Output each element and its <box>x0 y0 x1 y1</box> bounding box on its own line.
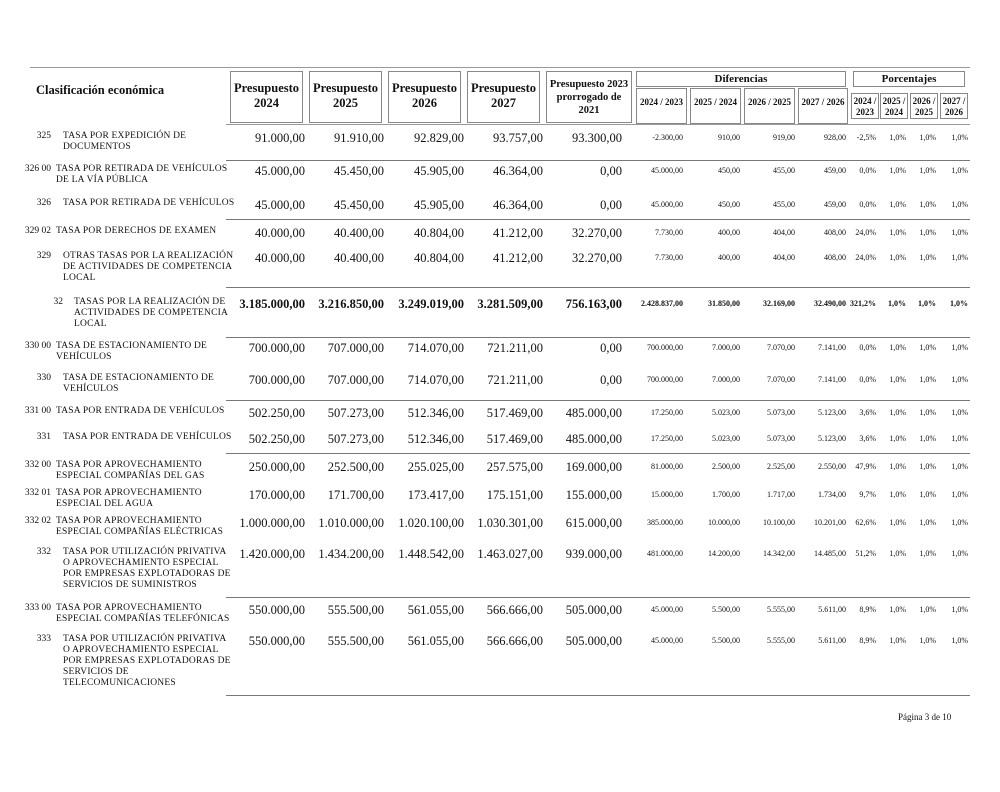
row-value: 550.000,00 <box>248 603 305 617</box>
pct-col-2025-2024: 2025 / 2024 <box>880 93 908 119</box>
row-separator <box>226 400 970 401</box>
row-percentage: 1,0% <box>919 253 936 262</box>
row-value: 507.273,00 <box>327 432 384 446</box>
row-percentage: 1,0% <box>889 636 906 645</box>
row-difference: 2.500,00 <box>712 462 740 471</box>
row-code: 329 <box>36 251 51 261</box>
row-percentage: 1,0% <box>889 518 906 527</box>
row-percentage: 1,0% <box>919 518 936 527</box>
row-percentage: 1,0% <box>951 605 968 614</box>
diff-col-2026-2025: 2026 / 2025 <box>744 88 795 124</box>
row-percentage: 1,0% <box>889 133 906 142</box>
row-value: 0,00 <box>600 164 622 178</box>
row-percentage: 1,0% <box>951 518 968 527</box>
row-percentage: 8,9% <box>859 636 876 645</box>
pct-col-2024-2023: 2024 / 2023 <box>851 93 879 119</box>
row-value: 46.364,00 <box>493 164 543 178</box>
row-code: 332 01 <box>24 488 51 498</box>
row-difference: 7.000,00 <box>712 343 740 352</box>
row-value: 173.417,00 <box>407 488 464 502</box>
row-label: TASA POR APROVECHAMIENTO ESPECIAL DEL AGUA <box>56 488 202 509</box>
row-difference: 700.000,00 <box>647 343 683 352</box>
row-code: 330 00 <box>24 341 51 351</box>
row-value: 93.757,00 <box>493 131 543 145</box>
row-value: 505.000,00 <box>565 634 622 648</box>
row-code: 32 <box>53 297 63 307</box>
row-difference: 32.490,00 <box>814 299 846 308</box>
row-difference: 5.500,00 <box>712 605 740 614</box>
row-percentage: 1,0% <box>919 605 936 614</box>
row-separator <box>226 597 970 598</box>
row-percentage: 3,6% <box>859 434 876 443</box>
row-value: 41.212,00 <box>493 226 543 240</box>
row-label: TASA POR UTILIZACIÓN PRIVATIVA O APROVECHAMIENTO ESPECIAL POR EMPRESAS EXPLOTADORAS DE SERVICIOS DE SUMINISTROS <box>63 547 231 590</box>
row-value: 517.469,00 <box>486 406 543 420</box>
row-value: 40.000,00 <box>255 226 305 240</box>
row-difference: 7.070,00 <box>767 375 795 384</box>
row-label: TASA POR APROVECHAMIENTO ESPECIAL COMPAÑÍAS TELEFÓNICAS <box>56 603 230 624</box>
row-difference: 7.730,00 <box>655 253 683 262</box>
row-value: 32.270,00 <box>572 251 622 265</box>
row-difference: 5.500,00 <box>712 636 740 645</box>
row-percentage: 1,0% <box>950 299 968 308</box>
row-value: 32.270,00 <box>572 226 622 240</box>
row-percentage: 1,0% <box>951 253 968 262</box>
row-difference: 15.000,00 <box>651 490 683 499</box>
row-difference: 5.073,00 <box>767 434 795 443</box>
row-separator <box>226 160 970 161</box>
row-code: 333 <box>36 634 51 644</box>
row-difference: 2.428.837,00 <box>641 299 683 308</box>
row-value: 257.575,00 <box>486 460 543 474</box>
row-value: 45.450,00 <box>334 164 384 178</box>
row-value: 40.000,00 <box>255 251 305 265</box>
row-difference: 459,00 <box>824 166 846 175</box>
row-percentage: 1,0% <box>919 462 936 471</box>
row-value: 40.400,00 <box>334 226 384 240</box>
row-code: 330 <box>36 373 51 383</box>
row-percentage: 0,0% <box>859 375 876 384</box>
row-percentage: 3,6% <box>859 408 876 417</box>
row-difference: 10.100,00 <box>763 518 795 527</box>
row-value: 91.000,00 <box>255 131 305 145</box>
row-percentage: 1,0% <box>889 343 906 352</box>
row-label: TASA POR ENTRADA DE VEHÍCULOS <box>63 432 232 442</box>
row-value: 1.000.000,00 <box>239 516 305 530</box>
row-label: TASA DE ESTACIONAMIENTO DE VEHÍCULOS <box>56 341 208 362</box>
row-percentage: 51,2% <box>855 549 876 558</box>
row-value: 714.070,00 <box>407 373 464 387</box>
row-percentage: 1,0% <box>919 133 936 142</box>
row-value: 45.000,00 <box>255 198 305 212</box>
row-percentage: 24,0% <box>855 228 876 237</box>
row-percentage: 1,0% <box>951 375 968 384</box>
row-difference: 1.734,00 <box>818 490 846 499</box>
pct-col-2027-2026: 2027 / 2026 <box>940 93 968 119</box>
row-label: TASA DE ESTACIONAMIENTO DE VEHÍCULOS <box>63 373 215 394</box>
row-value: 615.000,00 <box>565 516 622 530</box>
row-code: 326 <box>36 198 51 208</box>
row-value: 3.216.850,00 <box>318 297 384 311</box>
row-value: 1.420.000,00 <box>239 547 305 561</box>
row-label: TASA POR UTILIZACIÓN PRIVATIVA O APROVECHAMIENTO ESPECIAL POR EMPRESAS EXPLOTADORAS DE SERVICIOS DE TELECOMUNICACIONES <box>63 634 231 688</box>
row-label: TASA POR DERECHOS DE EXAMEN <box>56 226 217 236</box>
row-value: 485.000,00 <box>565 406 622 420</box>
row-label: TASA POR RETIRADA DE VEHÍCULOS DE LA VÍA PÚBLICA <box>56 164 228 185</box>
row-difference: 5.611,00 <box>818 605 846 614</box>
row-percentage: 1,0% <box>951 434 968 443</box>
row-code: 332 02 <box>24 516 51 526</box>
row-value: 1.030.301,00 <box>477 516 543 530</box>
clasificacion-header: Clasificación económica <box>36 83 165 97</box>
row-value: 3.185.000,00 <box>239 297 305 311</box>
row-value: 0,00 <box>600 341 622 355</box>
row-difference: 14.342,00 <box>763 549 795 558</box>
row-difference: 481.000,00 <box>647 549 683 558</box>
row-value: 41.212,00 <box>493 251 543 265</box>
row-percentage: 1,0% <box>888 299 906 308</box>
row-difference: 919,00 <box>773 133 795 142</box>
row-value: 555.500,00 <box>327 634 384 648</box>
row-difference: 408,00 <box>824 228 846 237</box>
row-code: 326 00 <box>24 164 51 174</box>
row-value: 1.020.100,00 <box>398 516 464 530</box>
row-percentage: 1,0% <box>889 490 906 499</box>
row-difference: 928,00 <box>824 133 846 142</box>
row-difference: 31.850,00 <box>708 299 740 308</box>
row-value: 566.666,00 <box>486 634 543 648</box>
row-code: 333 00 <box>24 603 51 613</box>
row-difference: 5.555,00 <box>767 605 795 614</box>
row-value: 0,00 <box>600 373 622 387</box>
row-value: 45.000,00 <box>255 164 305 178</box>
row-value: 517.469,00 <box>486 432 543 446</box>
row-value: 502.250,00 <box>248 432 305 446</box>
diff-col-2025-2024: 2025 / 2024 <box>690 88 741 124</box>
row-value: 512.346,00 <box>407 432 464 446</box>
row-value: 707.000,00 <box>327 341 384 355</box>
row-value: 40.804,00 <box>414 251 464 265</box>
row-value: 505.000,00 <box>565 603 622 617</box>
row-difference: 404,00 <box>773 228 795 237</box>
row-value: 714.070,00 <box>407 341 464 355</box>
row-difference: 7.000,00 <box>712 375 740 384</box>
row-value: 512.346,00 <box>407 406 464 420</box>
row-difference: 45.000,00 <box>651 636 683 645</box>
row-value: 1.434.200,00 <box>318 547 384 561</box>
row-difference: 408,00 <box>824 253 846 262</box>
row-difference: 2.550,00 <box>818 462 846 471</box>
row-difference: 32.169,00 <box>763 299 795 308</box>
row-difference: 455,00 <box>773 166 795 175</box>
row-difference: 5.023,00 <box>712 408 740 417</box>
row-difference: 450,00 <box>718 166 740 175</box>
header-bottom-rule <box>226 124 970 125</box>
pct-col-2026-2025: 2026 / 2025 <box>910 93 938 119</box>
row-percentage: 1,0% <box>951 228 968 237</box>
row-value: 721.211,00 <box>487 341 543 355</box>
row-percentage: 1,0% <box>919 549 936 558</box>
row-value: 1.010.000,00 <box>318 516 384 530</box>
row-label: TASA POR EXPEDICIÓN DE DOCUMENTOS <box>63 131 187 152</box>
row-difference: 14.200,00 <box>708 549 740 558</box>
row-code: 332 00 <box>24 460 51 470</box>
row-value: 45.905,00 <box>414 164 464 178</box>
diff-col-2027-2026: 2027 / 2026 <box>798 88 848 124</box>
row-percentage: 1,0% <box>919 343 936 352</box>
row-percentage: 1,0% <box>919 228 936 237</box>
col-header-prorrogado: Presupuesto 2023 prorrogado de 2021 <box>546 71 632 123</box>
row-value: 507.273,00 <box>327 406 384 420</box>
row-percentage: 1,0% <box>919 636 936 645</box>
row-percentage: 1,0% <box>919 408 936 417</box>
row-value: 155.000,00 <box>565 488 622 502</box>
row-label: TASA POR APROVECHAMIENTO ESPECIAL COMPAÑÍAS ELÉCTRICAS <box>56 516 224 537</box>
row-value: 3.249.019,00 <box>398 297 464 311</box>
row-value: 700.000,00 <box>248 373 305 387</box>
row-value: 93.300,00 <box>572 131 622 145</box>
row-difference: 14.485,00 <box>814 549 846 558</box>
row-difference: 5.123,00 <box>818 434 846 443</box>
row-value: 0,00 <box>600 198 622 212</box>
row-difference: 2.525,00 <box>767 462 795 471</box>
row-value: 3.281.509,00 <box>477 297 543 311</box>
col-header-2026: Presupuesto 2026 <box>388 71 461 123</box>
row-percentage: 1,0% <box>889 228 906 237</box>
row-value: 255.025,00 <box>407 460 464 474</box>
row-percentage: 1,0% <box>889 408 906 417</box>
col-header-2024: Presupuesto 2024 <box>230 71 303 123</box>
col-header-2025: Presupuesto 2025 <box>309 71 382 123</box>
row-value: 169.000,00 <box>565 460 622 474</box>
row-value: 756.163,00 <box>565 297 622 311</box>
row-value: 561.055,00 <box>407 603 464 617</box>
row-difference: 459,00 <box>824 200 846 209</box>
row-value: 92.829,00 <box>414 131 464 145</box>
row-label: TASA POR ENTRADA DE VEHÍCULOS <box>56 406 225 416</box>
row-difference: 5.611,00 <box>818 636 846 645</box>
row-difference: 81.000,00 <box>651 462 683 471</box>
row-value: 707.000,00 <box>327 373 384 387</box>
row-percentage: 1,0% <box>918 299 936 308</box>
row-difference: -2.300,00 <box>652 133 683 142</box>
row-difference: 17.250,00 <box>651 408 683 417</box>
row-value: 939.000,00 <box>565 547 622 561</box>
row-difference: 450,00 <box>718 200 740 209</box>
row-difference: 400,00 <box>718 253 740 262</box>
row-value: 250.000,00 <box>248 460 305 474</box>
row-difference: 5.123,00 <box>818 408 846 417</box>
row-percentage: 1,0% <box>889 200 906 209</box>
row-code: 331 <box>36 432 51 442</box>
row-percentage: 1,0% <box>919 490 936 499</box>
row-percentage: 1,0% <box>919 434 936 443</box>
row-difference: 455,00 <box>773 200 795 209</box>
row-value: 45.905,00 <box>414 198 464 212</box>
row-value: 555.500,00 <box>327 603 384 617</box>
row-percentage: 1,0% <box>889 462 906 471</box>
row-percentage: 1,0% <box>889 605 906 614</box>
row-value: 171.700,00 <box>327 488 384 502</box>
row-difference: 45.000,00 <box>651 605 683 614</box>
row-value: 252.500,00 <box>327 460 384 474</box>
row-separator <box>226 337 970 338</box>
row-value: 700.000,00 <box>248 341 305 355</box>
row-difference: 1.717,00 <box>767 490 795 499</box>
row-percentage: 1,0% <box>951 200 968 209</box>
row-percentage: 1,0% <box>889 549 906 558</box>
row-percentage: -2,5% <box>856 133 876 142</box>
row-separator <box>226 695 970 696</box>
row-value: 40.400,00 <box>334 251 384 265</box>
row-code: 331 00 <box>24 406 51 416</box>
row-label: TASA POR APROVECHAMIENTO ESPECIAL COMPAÑÍAS DEL GAS <box>56 460 205 481</box>
row-percentage: 321,2% <box>850 299 876 308</box>
row-value: 561.055,00 <box>407 634 464 648</box>
row-percentage: 0,0% <box>859 166 876 175</box>
row-value: 170.000,00 <box>248 488 305 502</box>
row-percentage: 1,0% <box>951 636 968 645</box>
row-label: TASAS POR LA REALIZACIÓN DE ACTIVIDADES DE COMPETENCIA LOCAL <box>74 297 229 329</box>
row-difference: 1.700,00 <box>712 490 740 499</box>
row-difference: 7.070,00 <box>767 343 795 352</box>
row-difference: 7.141,00 <box>818 343 846 352</box>
row-code: 325 <box>36 131 51 141</box>
row-difference: 5.023,00 <box>712 434 740 443</box>
row-difference: 10.000,00 <box>708 518 740 527</box>
row-difference: 17.250,00 <box>651 434 683 443</box>
row-value: 566.666,00 <box>486 603 543 617</box>
row-difference: 10.201,00 <box>814 518 846 527</box>
row-percentage: 62,6% <box>855 518 876 527</box>
row-label: OTRAS TASAS POR LA REALIZACIÓN DE ACTIVIDADES DE COMPETENCIA LOCAL <box>63 251 234 283</box>
row-percentage: 1,0% <box>951 462 968 471</box>
page-number: Página 3 de 10 <box>898 712 952 722</box>
header-top-rule <box>30 67 970 68</box>
row-code: 329 02 <box>24 226 51 236</box>
row-difference: 385.000,00 <box>647 518 683 527</box>
row-value: 721.211,00 <box>487 373 543 387</box>
row-percentage: 9,7% <box>859 490 876 499</box>
row-difference: 7.730,00 <box>655 228 683 237</box>
row-difference: 5.073,00 <box>767 408 795 417</box>
row-percentage: 8,9% <box>859 605 876 614</box>
row-value: 1.463.027,00 <box>477 547 543 561</box>
row-percentage: 1,0% <box>919 200 936 209</box>
row-difference: 700.000,00 <box>647 375 683 384</box>
row-difference: 404,00 <box>773 253 795 262</box>
row-difference: 910,00 <box>718 133 740 142</box>
row-percentage: 47,9% <box>855 462 876 471</box>
col-header-2027: Presupuesto 2027 <box>467 71 540 123</box>
row-label: TASA POR RETIRADA DE VEHÍCULOS <box>63 198 235 208</box>
row-percentage: 1,0% <box>951 133 968 142</box>
row-value: 550.000,00 <box>248 634 305 648</box>
row-difference: 45.000,00 <box>651 166 683 175</box>
row-percentage: 1,0% <box>951 490 968 499</box>
row-percentage: 1,0% <box>919 375 936 384</box>
row-percentage: 24,0% <box>855 253 876 262</box>
row-value: 91.910,00 <box>334 131 384 145</box>
row-percentage: 0,0% <box>859 200 876 209</box>
row-percentage: 1,0% <box>889 434 906 443</box>
porcentajes-header: Porcentajes <box>853 71 965 87</box>
row-percentage: 0,0% <box>859 343 876 352</box>
row-difference: 7.141,00 <box>818 375 846 384</box>
row-difference: 45.000,00 <box>651 200 683 209</box>
row-separator <box>226 453 970 454</box>
diferencias-header: Diferencias <box>636 71 846 87</box>
row-percentage: 1,0% <box>951 408 968 417</box>
row-percentage: 1,0% <box>919 166 936 175</box>
row-percentage: 1,0% <box>889 166 906 175</box>
row-value: 40.804,00 <box>414 226 464 240</box>
row-value: 45.450,00 <box>334 198 384 212</box>
row-separator <box>226 219 970 220</box>
row-percentage: 1,0% <box>951 549 968 558</box>
row-percentage: 1,0% <box>951 343 968 352</box>
row-percentage: 1,0% <box>889 253 906 262</box>
row-value: 1.448.542,00 <box>398 547 464 561</box>
row-percentage: 1,0% <box>889 375 906 384</box>
row-value: 502.250,00 <box>248 406 305 420</box>
row-difference: 5.555,00 <box>767 636 795 645</box>
row-code: 332 <box>36 547 51 557</box>
row-value: 485.000,00 <box>565 432 622 446</box>
diff-col-2024-2023: 2024 / 2023 <box>636 88 687 124</box>
row-percentage: 1,0% <box>951 166 968 175</box>
row-value: 175.151,00 <box>486 488 543 502</box>
row-difference: 400,00 <box>718 228 740 237</box>
row-separator <box>226 287 970 288</box>
row-value: 46.364,00 <box>493 198 543 212</box>
